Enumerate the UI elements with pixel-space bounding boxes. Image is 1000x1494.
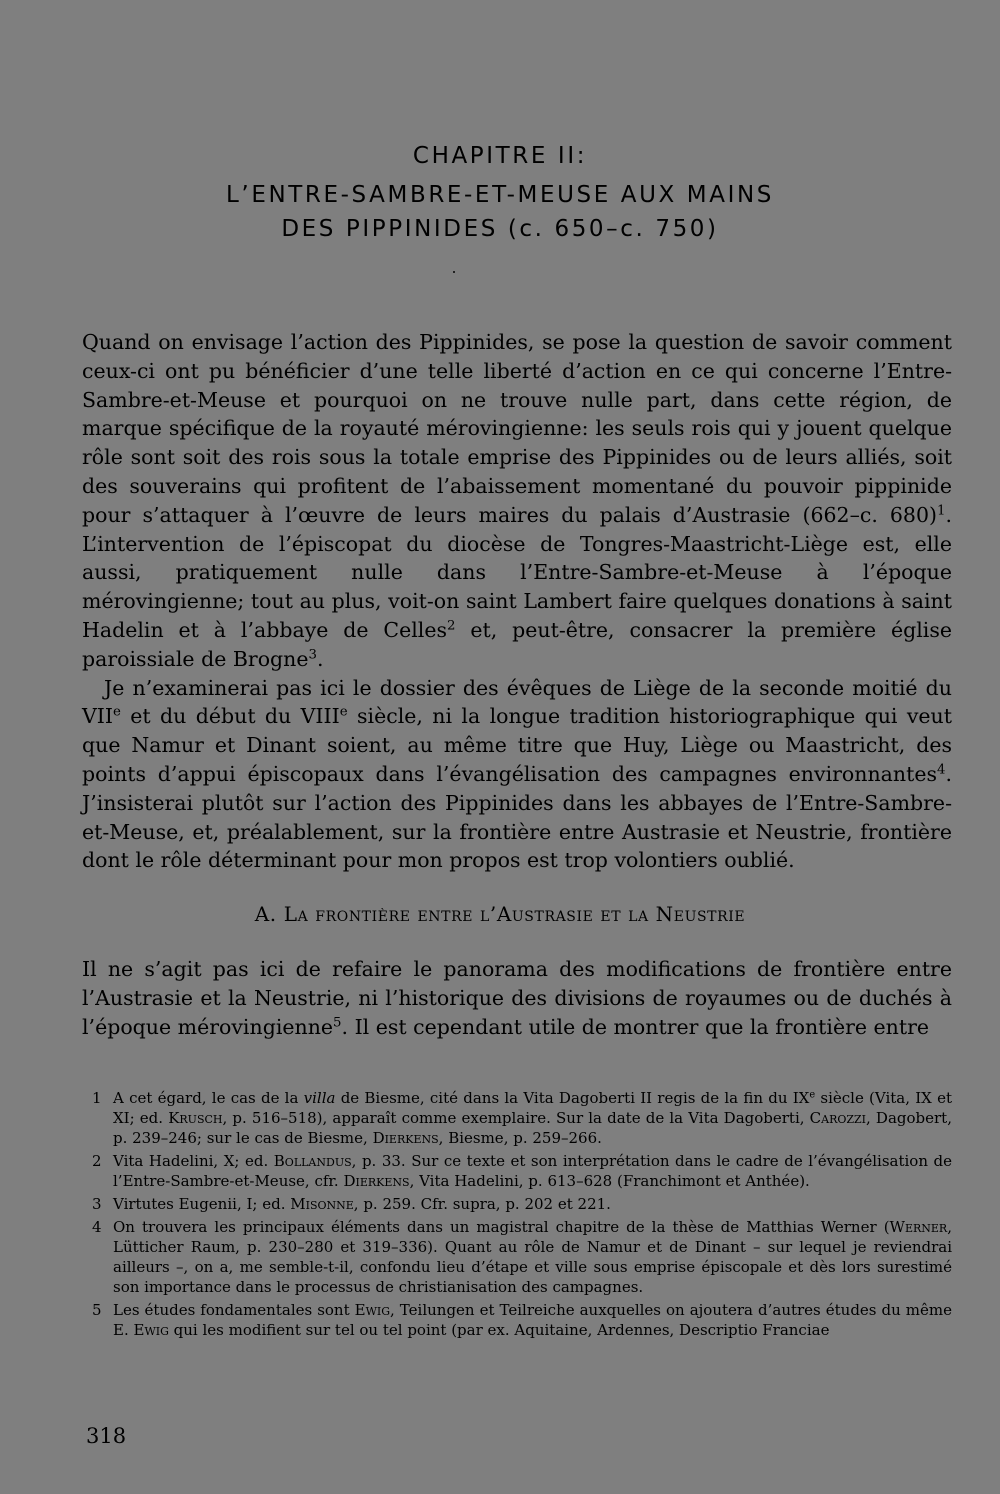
superscript-e: e — [113, 705, 121, 721]
footnote-4: 4 On trouvera les principaux éléments dans un magistral chapitre de la thèse de Matthias Werner (Werner, Lütticher Raum, p. 230–280 et 319–336). Quant au rôle de Namur et de Dinant – sur lequel je reviendrai ailleurs –, on a, me semble-t-il, confondu lieu d’étape et ville sous emprise épiscopale et dès lors surestimé son importance dans le processus de christianisation des campagnes. — [92, 1218, 952, 1296]
chapter-title-line-1: L’ENTRE-SAMBRE-ET-MEUSE AUX MAINS — [226, 182, 774, 208]
chapter-number: CHAPITRE II: — [412, 143, 588, 169]
footnote-ref-2: 2 — [447, 618, 456, 634]
intro-text — [82, 328, 952, 875]
superscript-e: e — [339, 705, 348, 721]
paragraph-2: Je n’examinerai pas ici le dossier des évêques de Liège de la seconde moitié du VIIe et du début du VIIIe siècle, ni la longue tradition historiographique qui veut que Namur et Dinant soient, au même titre que Huy, Liège ou Maastricht, des points d’appui épiscopaux dans l’évangélisation des campagnes environnantes$^4$. J’insisterai plutôt sur l’action des Pippinides dans les abbayes de l’Entre-Sambre-et-Meuse, et, préalablement, sur la frontière entre Austrasie et Neustrie, frontière dont le rôle déterminant pour mon propos est trop volontiers oublié. — [82, 675, 952, 873]
footnote-ref-1: 1 — [936, 503, 946, 519]
footnote-ref-5: 5 — [333, 1015, 342, 1031]
footnote-2: 2 Vita Hadelini, X; ed. Bollandus, p. 33. Sur ce texte et son interprétation dans le cadre de l’évangélisation de l’Entre-Sambre-et-Meuse, cfr. Dierkens, Vita Hadelini, p. 613–628 (Franchimont et Anthée). — [92, 1152, 952, 1190]
footnotes — [92, 1088, 952, 1343]
footnote-ref-4: 4 — [936, 762, 946, 778]
footnote-5: 5 Les études fondamentales sont Ewig, Teilungen et Teilreiche auxquelles on ajoutera d’autres études du même E. Ewig qui les modifient sur tel ou tel point (par ex. Aquitaine, Ardennes, Descriptio Franciae — [92, 1301, 952, 1339]
paragraph-3: Il ne s’agit pas ici de refaire le panorama des modifications de frontière entre l’Austrasie et la Neustrie, ni l’historique des divisions de royaumes ou de duchés à l’époque mérovingienne$^5$. Il est cependant utile de montrer que la frontière entre — [82, 957, 952, 1039]
print-speck — [453, 271, 455, 273]
footnote-ref-3: 3 — [308, 647, 317, 663]
section-heading — [82, 900, 918, 928]
page-number: 318 — [86, 1424, 127, 1448]
footnote-1: 1 A cet égard, le cas de la villa de Biesme, cité dans la Vita Dagoberti II regis de la fin du IXe siècle (Vita, IX et XI; ed. Krusch, p. 516–518), apparaît comme exemplaire. Sur la date de la Vita Dagoberti, Carozzi, Dagobert, p. 239–246; sur le cas de Biesme, Dierkens, Biesme, p. 259–266. — [92, 1089, 952, 1147]
section-title: La frontière entre l’Austrasie et la Neustrie — [283, 902, 746, 926]
section-letter: A. — [254, 902, 277, 926]
footnote-3: 3 Virtutes Eugenii, I; ed. Misonne, p. 259. Cfr. supra, p. 202 et 221. — [92, 1195, 611, 1213]
paragraph-1: Quand on envisage l’action des Pippinides, se pose la question de savoir comment ceux-ci ont pu bénéficier d’une telle liberté d’action en ce qui concerne l’Entre-Sambre-et-Meuse et pourquoi on ne trouve nulle part, dans cette région, de marque spécifique de la royauté mérovingienne: les seuls rois qui y jouent quelque rôle sont soit des rois sous la totale emprise des Pippinides ou de leurs alliés, soit des souverains qui profitent de l’abaissement momentané du pouvoir pippinide pour s’attaquer à l’œuvre de leurs maires du palais d’Austrasie (662–c. 680)$^1$. L’intervention de l’épiscopat du diocèse de Tongres-Maastricht-Liège est, elle aussi, pratiquement nulle dans l’Entre-Sambre-et-Meuse à l’époque mérovingienne; tout au plus, voit-on saint Lambert faire quelques donations à saint Hadelin et à l’abbaye de Celles$^2$ et, peut-être, consacrer la première église paroissiale de Brogne$^3$. — [82, 330, 952, 671]
section-text — [82, 955, 952, 1041]
chapter-title-line-2: DES PIPPINIDES (c. 650–c. 750) — [281, 216, 719, 242]
